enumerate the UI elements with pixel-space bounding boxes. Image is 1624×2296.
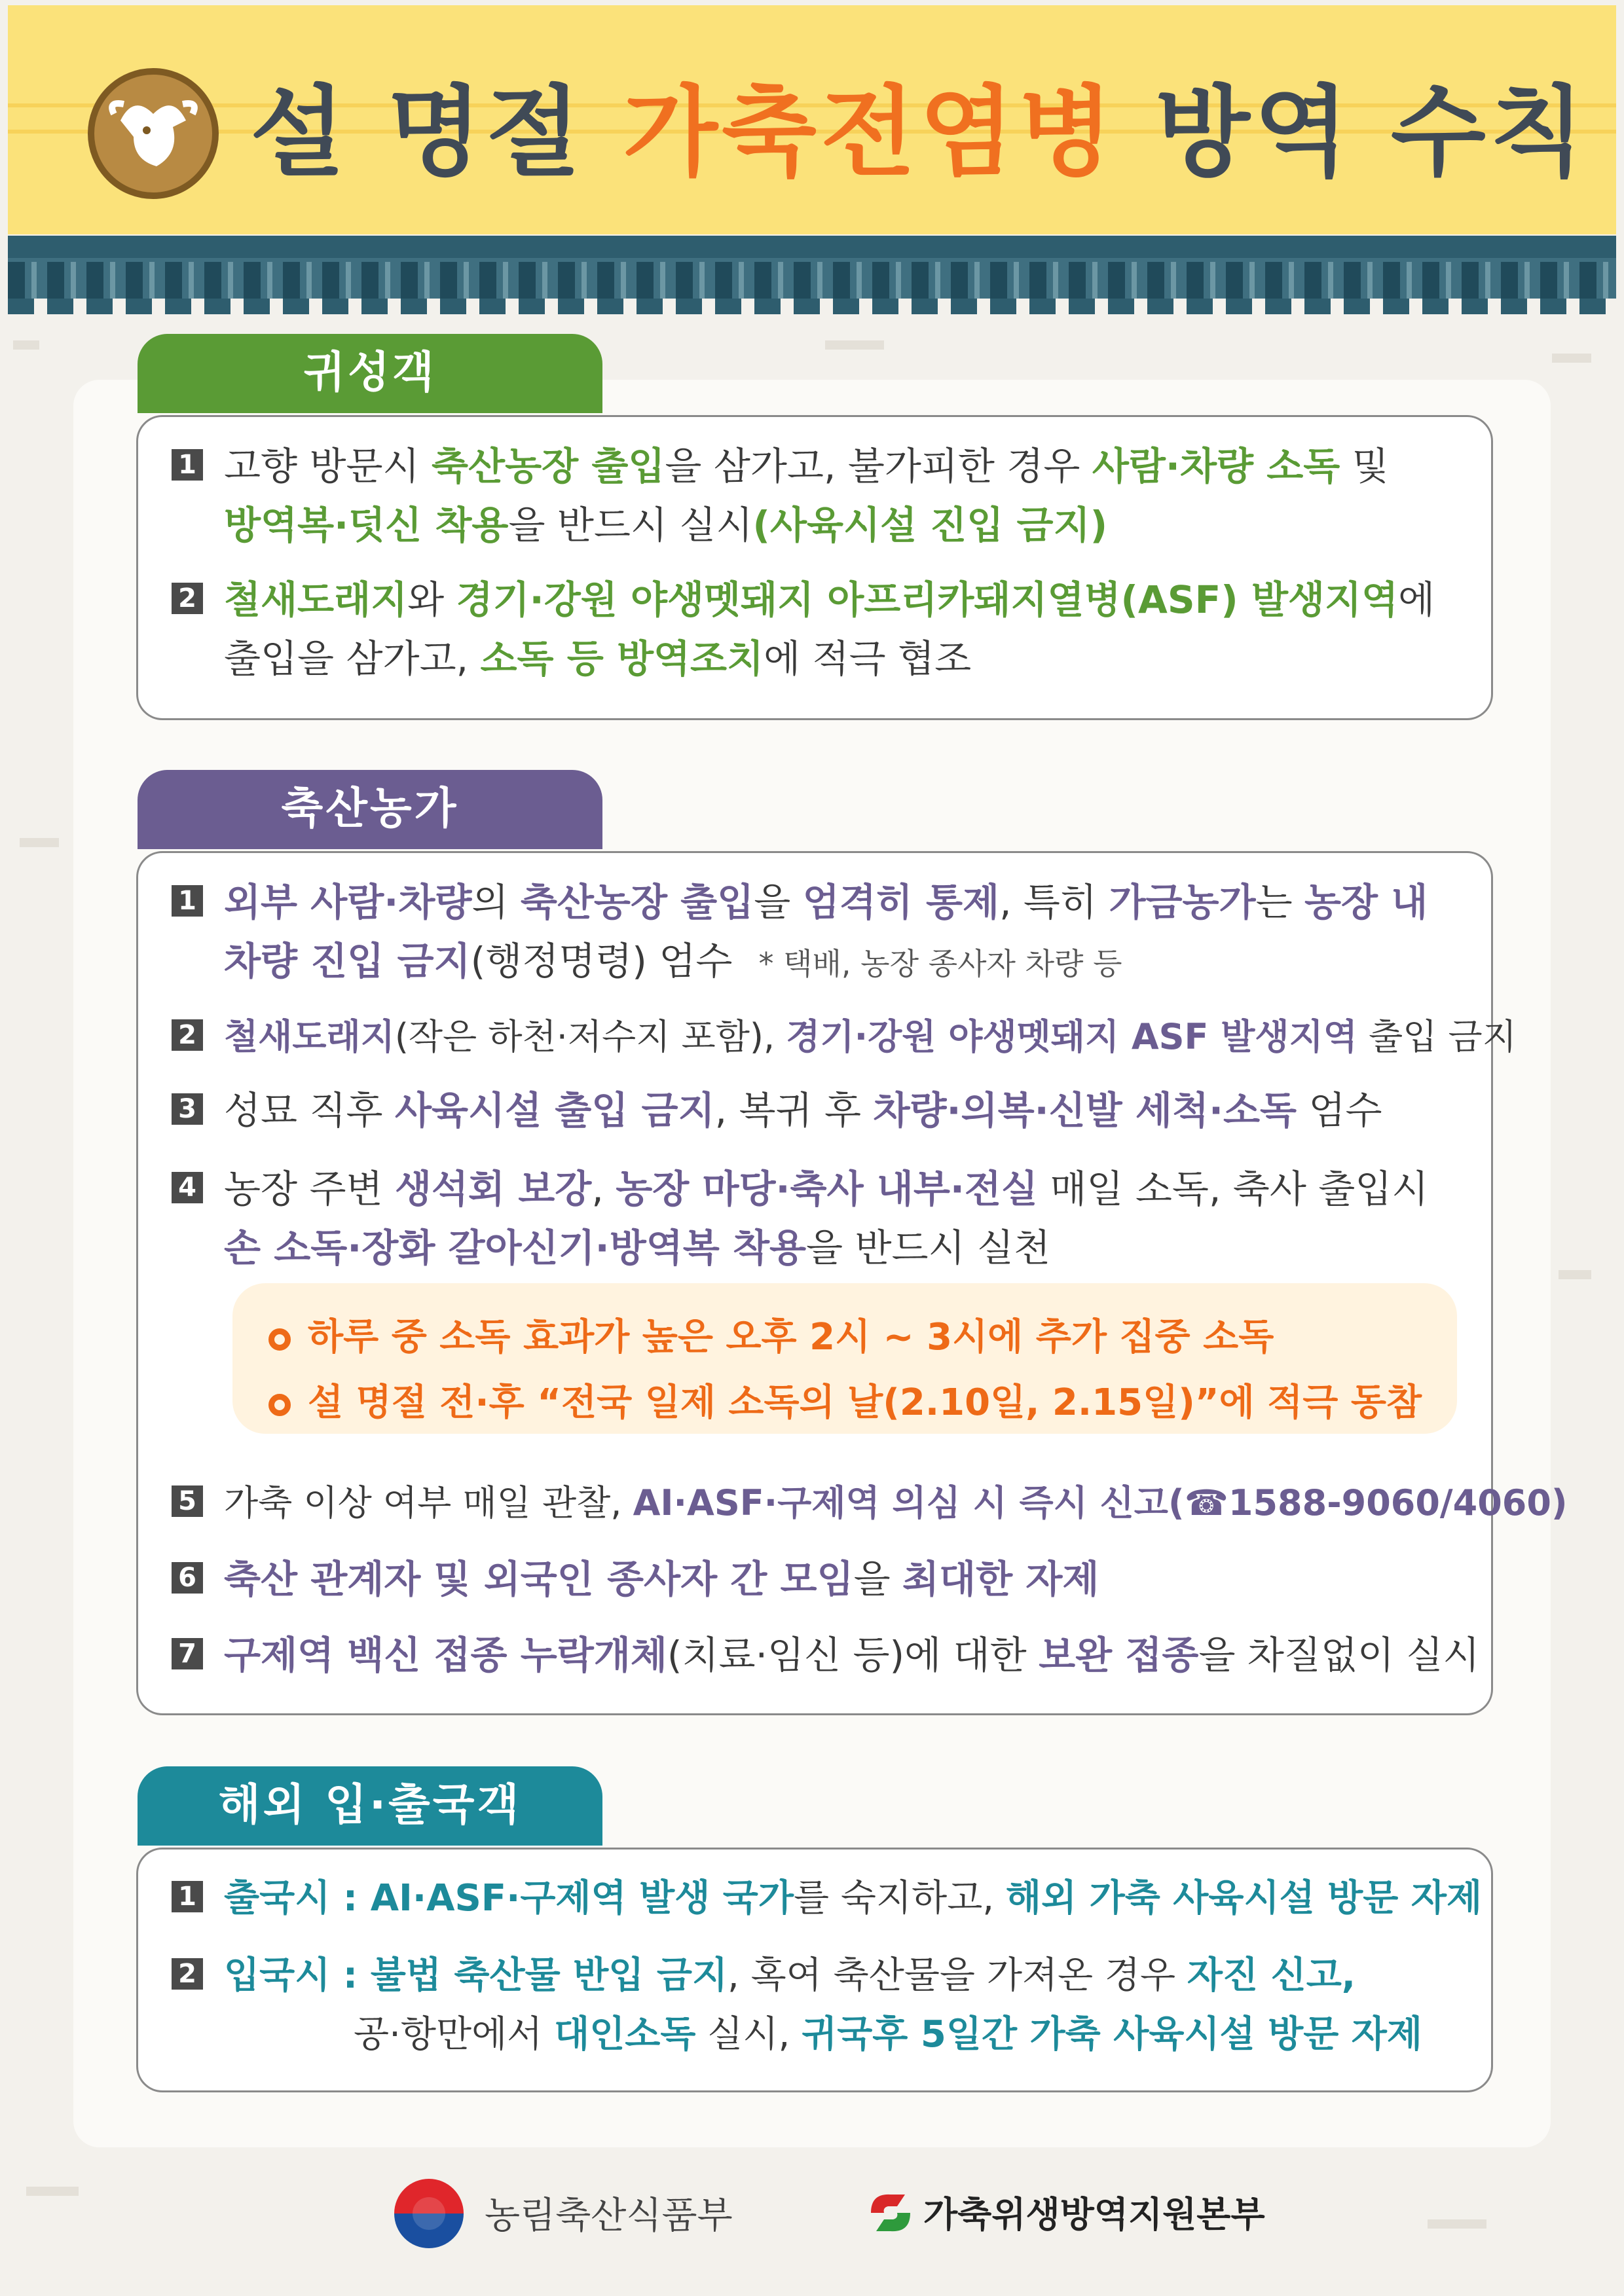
title-suffix: 방역 수칙 [1116,76,1589,190]
text: , [591,1167,616,1211]
text: 을 반드시 실천 [806,1226,1051,1270]
bg-deco [825,340,884,350]
text: 경기·강원 야생멧돼지 ASF 발생지역 [786,1016,1357,1057]
farms-item-7 [172,1626,1480,1684]
text: 매일 소독, 축사 출입시 [1037,1167,1429,1211]
text: 농장 마당·축사 내부·전실 [616,1167,1038,1211]
overseas-item-2-line-1 [172,1947,1356,2005]
circle-bullet-icon [268,1394,291,1416]
text: (행정명령) 엄수 [470,939,733,983]
ox-emblem-icon [88,68,219,199]
item-number: 2 [172,583,203,614]
text: 을 [853,1557,903,1601]
text: 최대한 자제 [902,1557,1099,1601]
text: (치료·임신 등)에 대한 [667,1633,1039,1677]
text: , 복귀 후 [714,1088,874,1133]
overseas-item-2-line-2 [354,2006,1422,2064]
item-number: 1 [172,885,203,917]
title-prefix: 설 명절 [250,76,623,190]
text: 는 [1255,880,1305,924]
text: 출입 금지 [1357,1016,1517,1057]
travelers-item-2-line-2 [224,630,971,687]
overseas-tab-line [138,1842,602,1846]
text: 대인소독 [554,2013,696,2056]
text: 을 삼가고, 불가피한 경우 [665,444,1092,488]
text: 가축 이상 여부 매일 관찰, [224,1482,633,1523]
text: 와 [407,577,456,622]
tip-text: 설 명절 전·후 “전국 일제 소독의 날(2.10일, 2.15일)”에 적극 동참 [308,1381,1422,1424]
text: (작은 하천·저수지 포함), [394,1016,786,1057]
text: 을 반드시 실시 [508,503,753,547]
tiles-row [8,262,1616,299]
text: 을 차질없이 실시 [1198,1633,1480,1677]
farms-item-3 [172,1082,1382,1139]
text: 축산농장 출입 [432,444,665,488]
travelers-tab: 귀성객 [138,334,602,411]
text: 공·항만에서 [354,2013,555,2056]
tiles-cap [8,299,1616,314]
text: 사육시설 출입 금지 [395,1088,715,1133]
item-number: 1 [172,1881,203,1912]
text: 입국시 : [224,1954,371,1997]
text: 방역복·덧신 착용 [224,503,509,547]
farms-item-4-line-1 [172,1160,1428,1218]
text: 철새도래지 [224,577,408,622]
taegeuk-logo-icon [394,2179,464,2248]
text: , 혹여 축산물을 가져온 경우 [728,1954,1187,1997]
text: 차량 진입 금지 [224,939,471,983]
text: 손 소독·장화 갈아신기·방역복 착용 [224,1226,807,1270]
text: 귀국후 5일간 가축 사육시설 방문 자제 [802,2013,1422,2056]
agency-name: 가축위생방역지원본부 [923,2194,1265,2235]
text: 을 [754,880,803,924]
text: 생석회 보강 [395,1167,592,1211]
text: 성묘 직후 [224,1088,395,1133]
bg-deco [13,340,39,350]
text: 및 [1340,444,1389,488]
header-banner [8,5,1616,234]
agency-logo-icon [864,2187,917,2239]
text: 보완 접종 [1039,1633,1199,1677]
text: 사람·차량 소독 [1092,444,1340,488]
ministry-name: 농림축산식품부 [485,2195,733,2237]
text: 경기·강원 야생멧돼지 아프리카돼지열병(ASF) 발생지역 [456,577,1399,622]
tiles-band [8,236,1616,258]
item-number: 1 [172,449,203,481]
bg-deco [1552,354,1591,363]
text: , 특히 [999,880,1109,924]
text: AI·ASF·구제역 의심 시 즉시 신고 [633,1482,1168,1523]
text: 해외 가축 사육시설 방문 자제 [1005,1877,1483,1920]
travelers-item-1-line-1 [172,437,1389,495]
travelers-tab-line [138,409,602,413]
item-number: 2 [172,1958,203,1990]
tip-2 [268,1374,1422,1426]
item-number: 2 [172,1019,203,1051]
text: 불법 축산물 반입 금지 [370,1954,728,1997]
text: 자진 신고, [1187,1954,1356,1997]
bg-deco [1559,1270,1591,1279]
text: 엄수 [1297,1088,1382,1133]
roof-tiles-border [8,236,1616,314]
text: 출입을 삼가고, [224,636,481,681]
text: AI·ASF·구제역 발생 국가 [370,1877,794,1920]
title-highlight: 가축전염병 [623,76,1117,190]
text: 축산농장 출입 [520,880,754,924]
farms-tab: 축산농가 [138,770,602,847]
farms-item-1-line-2 [224,932,1122,993]
text: 고향 방문시 [224,444,432,488]
text: 의 [471,880,521,924]
text: 소독 등 방역조치 [480,636,764,681]
text: (☎1588-9060/4060) [1168,1482,1568,1523]
bg-deco [26,2187,79,2196]
farms-item-1-line-1 [172,873,1428,931]
page-title [250,67,1589,198]
text: 구제역 백신 접종 누락개체 [224,1633,667,1677]
text: 농장 내 [1304,880,1428,924]
text: 를 숙지하고, [794,1877,1006,1920]
text: 에 적극 협조 [764,636,972,681]
farms-item-2 [172,1008,1517,1066]
item-number: 5 [172,1485,203,1517]
text: 실시, [695,2013,802,2056]
text: 가금농가 [1109,880,1256,924]
farms-tab-line [138,845,602,849]
item-number: 3 [172,1093,203,1125]
text: 차량·의복·신발 세척·소독 [873,1088,1297,1133]
farms-item-4-line-2 [224,1219,1050,1277]
text: 에 [1398,577,1435,622]
item-number: 7 [172,1638,203,1669]
item-number: 6 [172,1562,203,1594]
tip-text: 하루 중 소독 효과가 높은 오후 2시 ~ 3시에 추가 집중 소독 [308,1316,1274,1358]
farms-item-6 [172,1550,1099,1608]
text: 엄격히 통제 [802,880,1000,924]
text: 축산 관계자 및 외국인 종사자 간 모임 [224,1557,854,1601]
footnote: * 택배, 농장 종사자 차량 등 [758,946,1122,981]
text: 농장 주변 [224,1167,395,1211]
travelers-item-1-line-2 [224,496,1107,554]
overseas-tab: 해외 입·출국객 [138,1766,602,1844]
farms-item-5 [172,1474,1568,1532]
text: 출국시 : [224,1877,371,1920]
text: 철새도래지 [224,1016,395,1057]
item-number: 4 [172,1172,203,1203]
bg-deco [20,838,59,847]
text: (사육시설 진입 금지) [752,503,1108,547]
text: 외부 사람·차량 [224,880,472,924]
tip-1 [268,1308,1274,1360]
bg-deco [1428,2219,1486,2229]
overseas-item-1 [172,1870,1482,1927]
circle-bullet-icon [268,1328,291,1351]
travelers-item-2-line-1 [172,571,1435,629]
